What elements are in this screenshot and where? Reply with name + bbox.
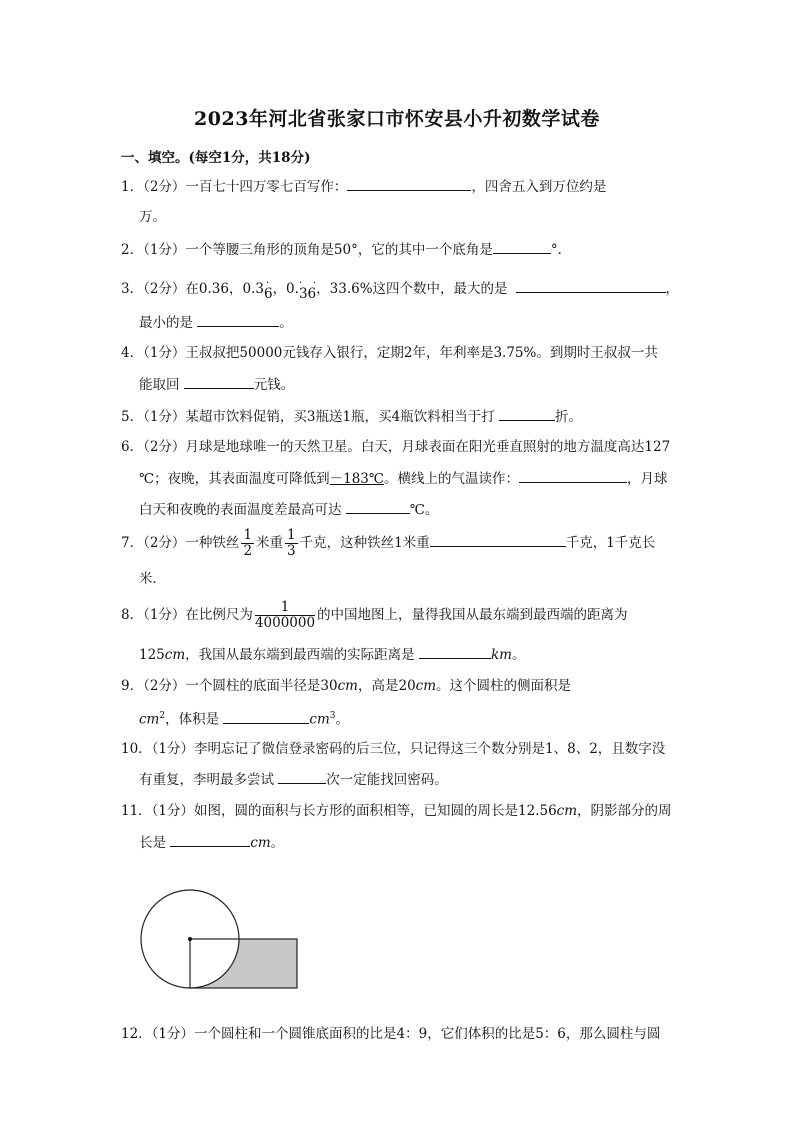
answer-blank[interactable]	[278, 769, 326, 784]
fraction-half: $\frac{1}{2}$	[243, 527, 253, 559]
fraction-third: $\frac{1}{3}$	[287, 527, 296, 559]
center-point	[188, 937, 192, 941]
answer-blank[interactable]	[346, 499, 410, 514]
question-9: 9．（2分）一个圆柱的底面半径是30cm，高是20cm。这个圆柱的侧面积是	[121, 678, 572, 694]
question-12: 12．（1分）一个圆柱和一个圆锥底面积的比是4：9，它们体积的比是5：6，那么圆柱与圆	[121, 1026, 661, 1042]
question-7: 7．（2分）一种铁丝 $\frac{1}{2}$ 米重 $\frac{1}{3}$ 千克，这种铁丝1米重 千克，1千克长	[121, 527, 656, 559]
repeating-digit: 6 ·	[263, 278, 273, 302]
answer-blank[interactable]	[499, 406, 555, 421]
section-heading: 一、填空。(每空1分，共18分)	[121, 150, 311, 166]
scale-fraction: $\frac{1}{4000000}$	[254, 599, 316, 631]
question-5: 5．（1分）某超市饮料促销，买3瓶送1瓶，买4瓶饮料相当于打 折。	[121, 406, 582, 427]
question-10-cont: 有重复，李明最多尝试 次一定能找回密码。	[139, 769, 448, 790]
answer-blank[interactable]	[170, 832, 250, 847]
question-2: 2．（1分）一个等腰三角形的顶角是50°，它的其中一个底角是 °．	[121, 239, 571, 260]
question-1-cont: 万。	[139, 209, 166, 225]
question-11: 11．（1分）如图，圆的面积与长方形的面积相等，已知圆的周长是12.56cm，阴影部分的周	[121, 803, 672, 819]
question-8: 8．（1分）在比例尺为 $\frac{1}{4000000}$ 的中国地图上，量得我国从最东端到最西端的距离为	[121, 599, 628, 631]
question-6-cont2: 白天和夜晚的表面温度差最高可达 ℃。	[139, 499, 438, 520]
answer-blank[interactable]	[197, 312, 279, 327]
question-3: 3．（2分）在0.36，0.36 · ，0.36 · · ，33.6%这四个数中，最大的是 ，	[121, 278, 680, 302]
question-9-cont: $cm^2$，体积是 $cm^3$。	[139, 706, 349, 730]
answer-blank[interactable]	[519, 468, 627, 483]
question-7-cont: 米．	[139, 571, 166, 587]
answer-blank[interactable]	[184, 374, 254, 389]
question-4-cont: 能取回 元钱。	[139, 374, 294, 395]
question-11-cont: 长是 cm。	[139, 832, 284, 853]
answer-blank[interactable]	[493, 239, 551, 254]
page-title: 2023年河北省张家口市怀安县小升初数学试卷	[194, 108, 600, 130]
question-1: 1．（2分）一百七十四万零七百写作： ，四舍五入到万位约是	[121, 176, 606, 197]
circle-rectangle-figure	[135, 888, 305, 993]
question-4: 4．（1分）王叔叔把50000元钱存入银行，定期2年，年利率是3.75%。到期时王叔叔一共	[121, 345, 658, 361]
answer-blank[interactable]	[347, 176, 471, 191]
answer-blank[interactable]	[419, 644, 491, 659]
shaded-region	[190, 939, 297, 988]
question-10: 10．（1分）李明忘记了微信登录密码的后三位，只记得这三个数分别是1、8、2，且数字没	[121, 741, 666, 757]
question-6: 6．（2分）月球是地球唯一的天然卫星。白天，月球表面在阳光垂直照射的地方温度高达127	[121, 439, 671, 455]
repeating-digits: 36 · ·	[298, 278, 317, 302]
answer-blank[interactable]	[223, 709, 309, 724]
question-3-cont: 最小的是 。	[139, 312, 293, 333]
question-8-cont: 125cm，我国从最东端到最西端的实际距离是 km。	[139, 644, 525, 665]
answer-blank[interactable]	[430, 532, 566, 547]
answer-blank[interactable]	[516, 278, 666, 293]
question-6-cont: ℃；夜晚，其表面温度可降低到－183℃。横线上的气温读作： ，月球	[139, 468, 667, 489]
